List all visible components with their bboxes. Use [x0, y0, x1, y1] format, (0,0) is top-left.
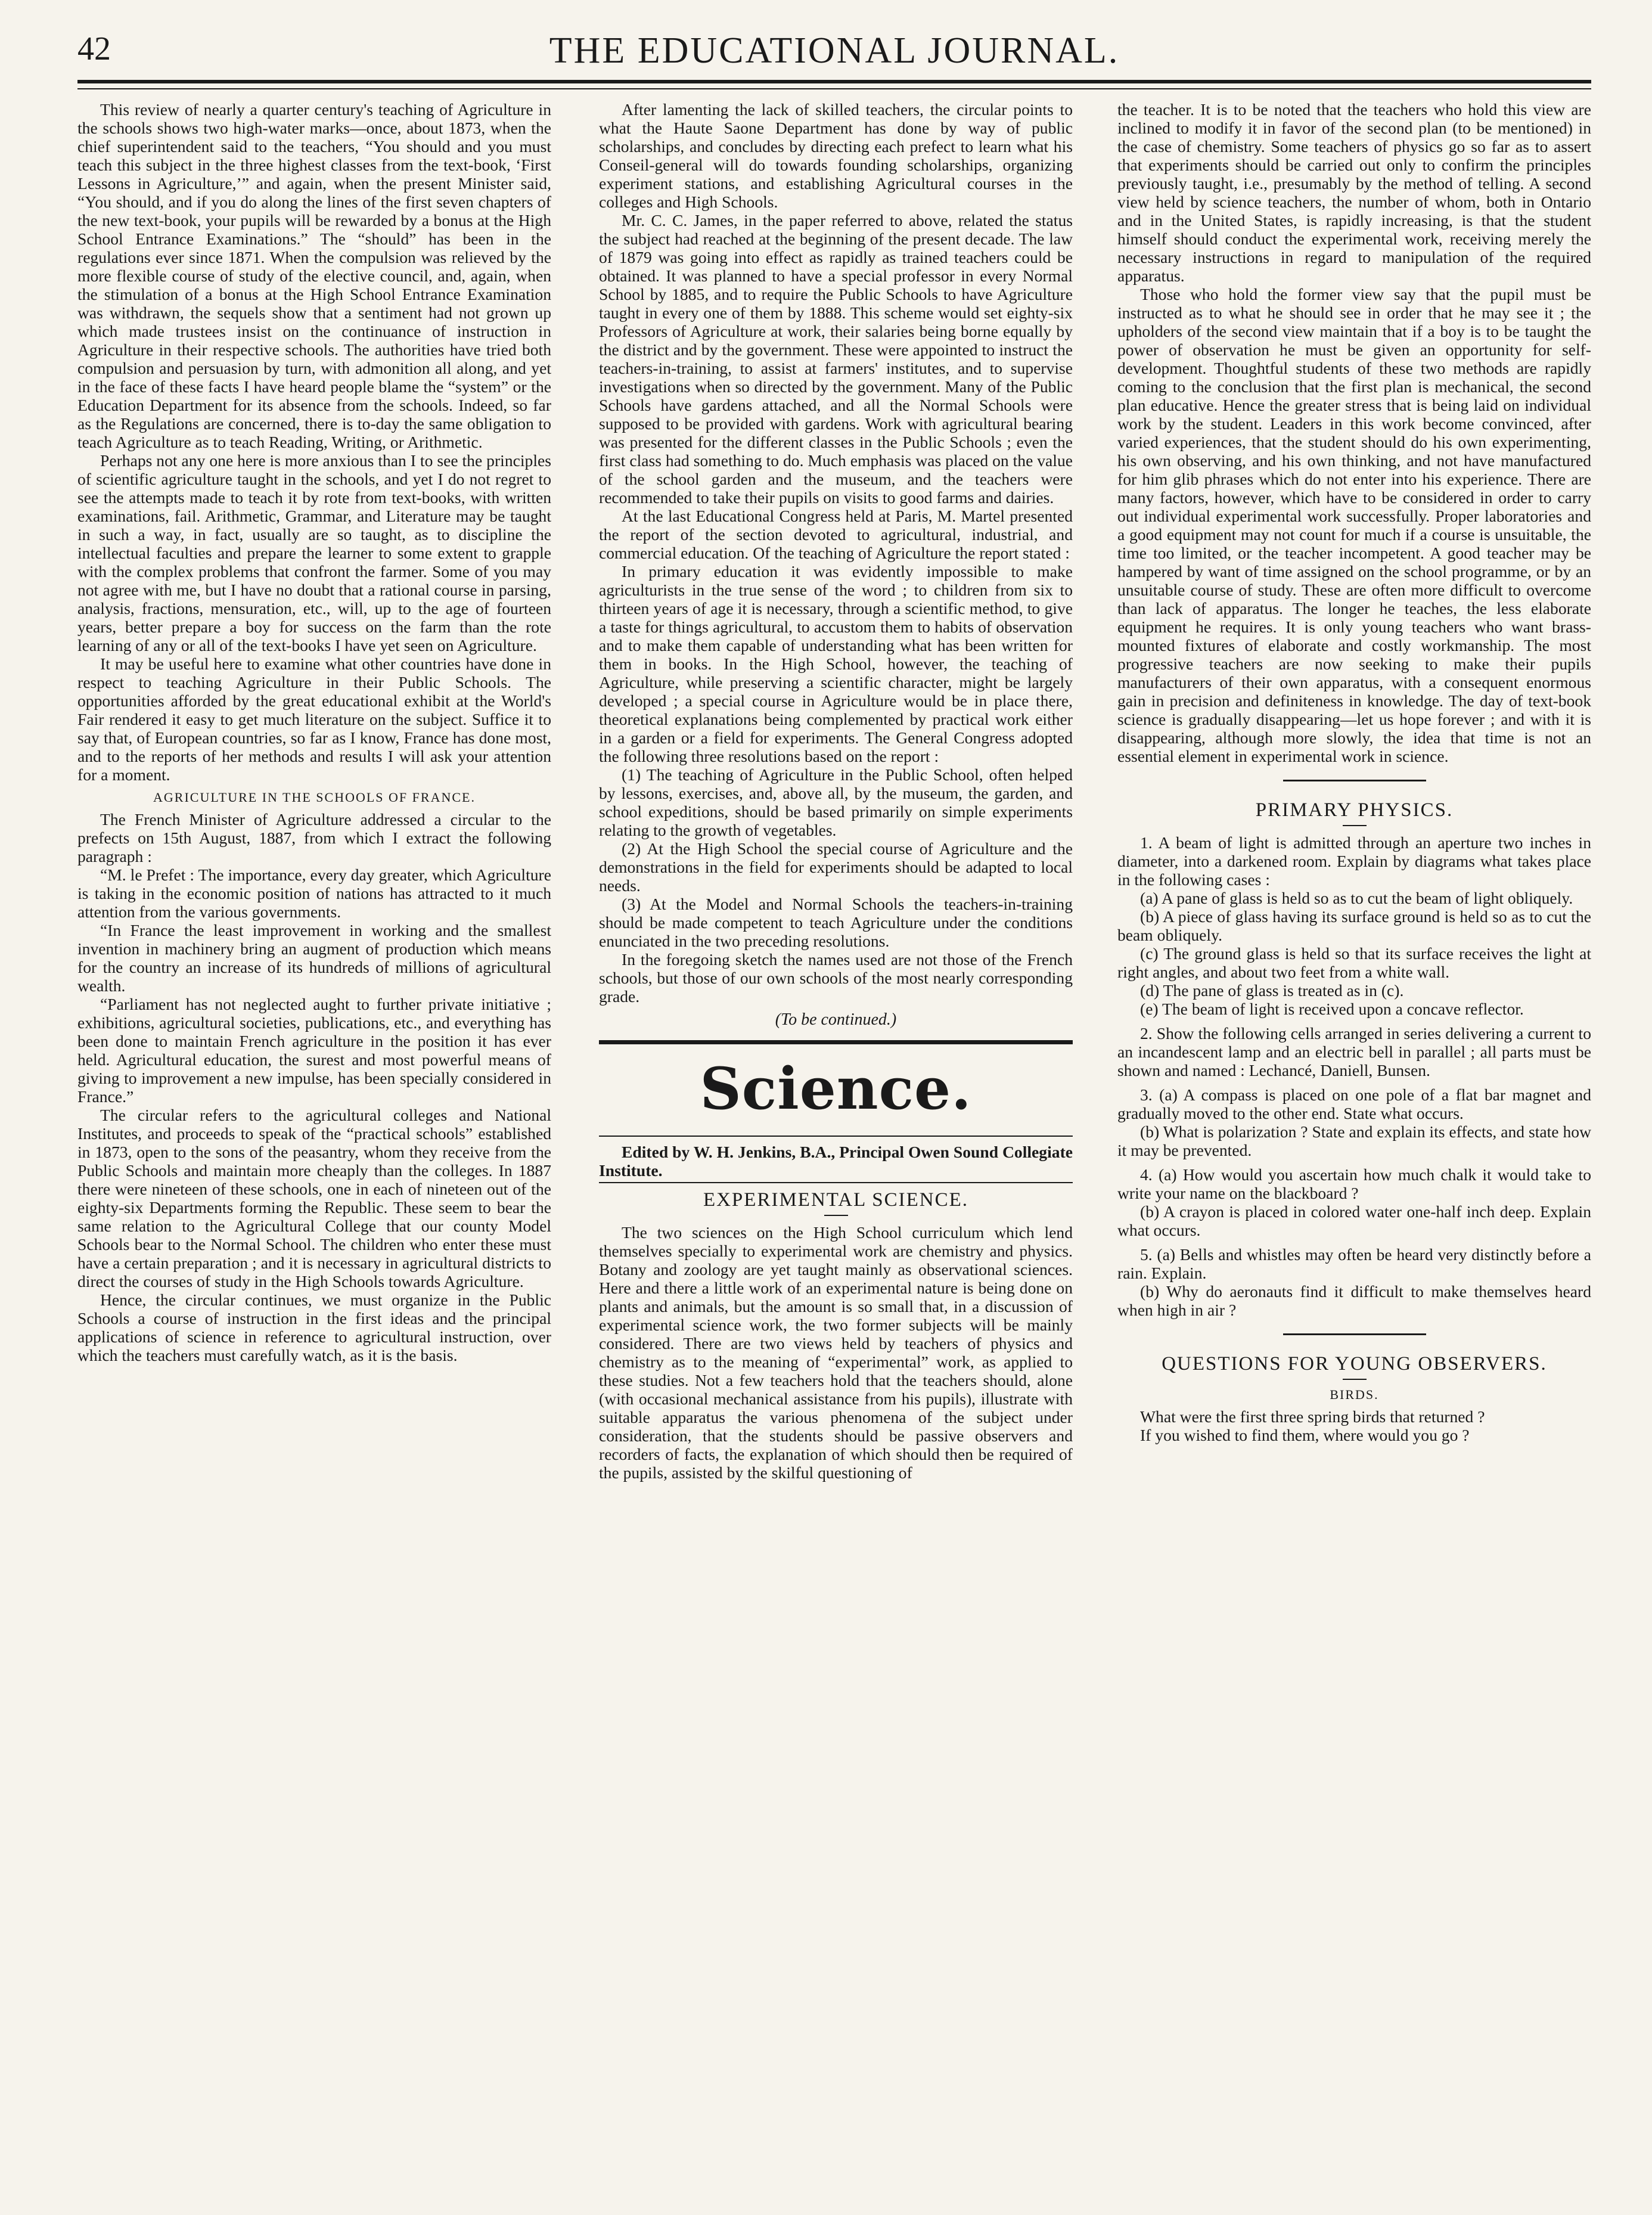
section-subheading: AGRICULTURE IN THE SCHOOLS OF FRANCE.: [153, 790, 476, 805]
question: 3. (a) A compass is placed on one pole of a flat bar magnet and gradually moved to the other end. State what occurs.: [1117, 1085, 1591, 1122]
column-middle: [599, 100, 1073, 2174]
paragraph: “Parliament has not neglected aught to further private initiative ; exhibitions, agricultural societies, publications, etc., and everything has been done to maintain French agriculture in the position it has ever held. Agricultural education, the surest and most powerful means of giving to improvement a new impulse, has been specially considered in France.”: [77, 995, 551, 1106]
question-part: (b) A piece of glass having its surface ground is held so as to cut the beam obliquely.: [1117, 907, 1591, 944]
paragraph: The circular refers to the agricultural colleges and National Institutes, and proceeds to speak of the “practical schools” established in 1873, open to the sons of the peasantry, whom they receive from the Public Schools and maintain more cheaply than the colleges. In 1887 there were nineteen of these schools, one in each of nineteen out of the eighty-six Departments forming the Republic. These seem to bear the same relation to the Agricultural College that our county Model Schools bear to the Normal School. The children who enter these must have a certain preparation ; and it is necessary in agricultural districts to direct the courses of study in the High Schools towards Agriculture.: [77, 1106, 551, 1290]
question: 4. (a) How would you ascertain how much chalk it would take to write your name on the blackboard ?: [1117, 1165, 1591, 1202]
paragraph: At the last Educational Congress held at Paris, M. Martel presented the report of the section devoted to agricultural, industrial, and commercial education. Of the teaching of Agriculture the report stated :: [599, 507, 1073, 562]
paragraph: Perhaps not any one here is more anxious than I to see the principles of scientific agriculture taught in the schools, and yet I do not regret to see the attempts made to teach it by rote from text-books, with written examinations, fail. Arithmetic, Grammar, and Literature may be taught in such a way, in fact, usually are so taught, as to discipline the intellectual faculties and prepare the learner to some extent to grapple with the complex problems that confront the farmer. Some of you may not agree with me, but I have no doubt that a rational course in parsing, analysis, fractions, mensuration, etc., will, up to the age of fourteen years, better prepare a boy for success on the farm than the rote learning of any or all of the text-books I have yet seen on Agriculture.: [77, 451, 551, 654]
paragraph: In primary education it was evidently impossible to make agriculturists in the true sense of the word ; to children from six to thirteen years of age it is necessary, through a scientific method, to give a taste for things agricultural, to accustom them to habits of observation and to make them capable of understanding what has been written for them in books. In the High School, however, the teaching of Agriculture, while preserving a scientific character, might be largely developed ; a special course in Agriculture would be in place there, theoretical explanations being complemented by practical work either in a garden or a field for experiments. The General Congress adopted the following three resolutions based on the report :: [599, 562, 1073, 765]
to-be-continued: (To be continued.): [775, 1010, 897, 1029]
heading-dash: [1343, 1379, 1367, 1380]
header-rule-thick: [77, 80, 1591, 83]
paragraph: Those who hold the former view say that the pupil must be instructed as to what he should see in order that he may see it ; the upholders of the second view maintain that if a boy is to be taught the power of observation he must be given an opportunity for self-development. Thoughtful students of these two methods are rapidly coming to the conclusion that the first plan is mechanical, the second plan educative. Hence the greater stress that is being laid on individual work by the student. Leaders in this work become convinced, after varied experiences, that the student should do his own experimenting, his own observing, and his own thinking, and not have manufactured for him glib phrases which do not enter into his experience. There are many factors, however, which have to be considered in order to carry out individual experimental work successfully. Proper laboratories and a good equipment may not count for much if a course is unsuitable, the time too limited, or the teacher incompetent. A good teacher may be hampered by want of time assigned on the school programme, or by an unsuitable course of study. These are often more difficult to overcome than lack of apparatus. The longer he teaches, the less elaborate equipment he requires. It is only young teachers who want brass-mounted fixtures of elaborate and costly workmanship. The most progressive teachers are now seeking to make their pupils manufacturers of their own apparatus, with a consequent enormous gain in precision and definiteness in knowledge. The day of text-book science is gradually disappearing—let us hope forever ; and with it is disappearing, although more slowly, the idea that time is not an essential element in experimental work in science.: [1117, 285, 1591, 765]
column-right: [1117, 100, 1591, 2174]
column-left: [77, 100, 551, 2174]
editor-note: Edited by W. H. Jenkins, B.A., Principal Owen Sound Collegiate Institute.: [599, 1143, 1073, 1180]
primary-physics-heading: PRIMARY PHYSICS.: [1255, 799, 1454, 821]
paragraph: The two sciences on the High School curriculum which lend themselves specially to experimental work are chemistry and physics. Botany and zoology are yet taught mainly as observational sciences. Here and there a little work of an experimental nature is being done on plants and animals, but the amount is so small that, in a discussion of experimental science work, the two former subjects will be mainly considered. There are two views held by teachers of physics and chemistry as to the meaning of “experimental” work, as applied to these studies. Not a few teachers hold that the teachers should, alone (with occasional mechanical assistance from his pupils), illustrate with suitable apparatus the various phenomena of the subject under consideration, that the students should be passive observers and recorders of facts, the explanation of which should then be required of the pupils, assisted by the skilful questioning of: [599, 1223, 1073, 1482]
question-part: (d) The pane of glass is treated as in (c).: [1140, 981, 1404, 1000]
paragraph: It may be useful here to examine what other countries have done in respect to teaching Agriculture in their Public Schools. The opportunities afforded by the great educational exhibit at the World's Fair rendered it easy to get much literature on the subject. Suffice it to say that, of European countries, so far as I know, France has done most, and to the reports of her methods and results I will ask your attention for a moment.: [77, 654, 551, 784]
question-part: (b) A crayon is placed in colored water one-half inch deep. Explain what occurs.: [1117, 1202, 1591, 1239]
paragraph: This review of nearly a quarter century's teaching of Agriculture in the schools shows two high-water marks—once, about 1873, when the chief superintendent said to the teachers, “You should and you must teach this subject in the three highest classes from the text-book, ‘First Lessons in Agriculture,’” and again, when the present Minister said, “You should, and if you do along the lines of the first seven chapters of the new text-book, your pupils will be rewarded by a bonus at the High School Entrance Examinations.” The “should” has been in the regulations ever since 1871. When the compulsion was relieved by the more flexible course of study of the elective council, and, again, when the stimulation of a bonus at the High School Entrance Examination was withdrawn, the sequels show that a sentiment had not grown up which made trustees insist on the continuance of instruction in Agriculture in their respective schools. The authorities have tried both compulsion and persuasion by turn, with admonition all along, and yet in the face of these facts I have heard people blame the “system” or the Education Department for its absence from the schools. Indeed, so far as the Regulations are concerned, there is to-day the same obligation to teach Agriculture as to teach Reading, Writing, or Arithmetic.: [77, 100, 551, 451]
paragraph: “M. le Prefet : The importance, every day greater, which Agriculture is taking in the economic position of nations has attracted to it much attention from the various governments.: [77, 865, 551, 921]
divider: [599, 1182, 1073, 1183]
heading-dash: [824, 1215, 848, 1216]
question: 2. Show the following cells arranged in series delivering a current to an incandescent lamp and an electric bell in parallel ; all parts must be shown and named : Lechancé, Daniell, Bunsen.: [1117, 1024, 1591, 1079]
divider: [599, 1136, 1073, 1137]
journal-title: THE EDUCATIONAL JOURNAL.: [549, 30, 1120, 71]
paragraph: the teacher. It is to be noted that the teachers who hold this view are inclined to modify it in favor of the second plan (to be mentioned) in the case of chemistry. Some teachers of physics go so far as to assert that experiments should be carried out only to confirm the principles previously taught, i.e., presumably by the method of telling. A second view held by science teachers, the number of whom, both in Ontario and in the United States, is rapidly increasing, is that the student himself should conduct the experimental work, receiving merely the necessary instructions in regard to manipulation of the required apparatus.: [1117, 100, 1591, 285]
paragraph: (1) The teaching of Agriculture in the Public School, often helped by lessons, exercises, and, above all, by the museum, the garden, and school expeditions, should be based primarily on simple experiments relating to the growth of vegetables.: [599, 765, 1073, 839]
paragraph: The French Minister of Agriculture addressed a circular to the prefects on 15th August, 1887, from which I extract the following paragraph :: [77, 810, 551, 865]
question-part: (c) The ground glass is held so that its surface receives the light at right angles, and about two feet from a white wall.: [1117, 944, 1591, 981]
question-part: (b) What is polarization ? State and explain its effects, and state how it may be prevented.: [1117, 1122, 1591, 1159]
divider: [1283, 780, 1426, 781]
question-part: (b) Why do aeronauts find it difficult to make themselves heard when high in air ?: [1117, 1282, 1591, 1319]
young-observers-heading: QUESTIONS FOR YOUNG OBSERVERS.: [1162, 1353, 1547, 1375]
paragraph: In the foregoing sketch the names used are not those of the French schools, but those of our own schools of the most nearly corresponding grade.: [599, 950, 1073, 1006]
paragraph: Hence, the circular continues, we must organize in the Public Schools a course of instruction in the first ideas and the principal applications of science in reference to agricultural instruction, over which the teachers must carefully watch, as it is the basis.: [77, 1290, 551, 1364]
question: 5. (a) Bells and whistles may often be heard very distinctly before a rain. Explain.: [1117, 1245, 1591, 1282]
paragraph: After lamenting the lack of skilled teachers, the circular points to what the Haute Saone Department has done by way of public scholarships, and concludes by directing each prefect to learn what his Conseil-general will do towards founding scholarships, organizing experiment stations, and establishing Agricultural courses in the colleges and High Schools.: [599, 100, 1073, 211]
birds-subheading: BIRDS.: [1330, 1387, 1379, 1402]
question: 1. A beam of light is admitted through an aperture two inches in diameter, into a darkened room. Explain by diagrams what takes place in the following cases :: [1117, 833, 1591, 889]
question-part: (a) A pane of glass is held so as to cut the beam of light obliquely.: [1140, 889, 1573, 907]
paragraph: Mr. C. C. James, in the paper referred to above, related the status the subject had reached at the beginning of the present decade. The law of 1879 was going into effect as rapidly as trained teachers could be obtained. It was planned to have a special professor in every Normal School by 1885, and to require the Public Schools to have Agriculture taught in every one of them by 1888. This scheme would set eighty-six Professors of Agriculture at work, their salaries being borne equally by the district and by the government. These were appointed to instruct the teachers-in-training, to assist at farmers' institutes, and to supervise investigations when so directed by the government. Many of the Public Schools have gardens attached, and all the Normal Schools were supposed to be provided with gardens. Work with agricultural bearing was presented for the different classes in the Public Schools ; even the first class had something to do. Much emphasis was placed on the value of the school garden and the museum, and the teachers were recommended to take their pupils on visits to good farms and dairies.: [599, 211, 1073, 507]
question: If you wished to find them, where would you go ?: [1140, 1426, 1470, 1444]
science-title: Science.: [700, 1055, 972, 1122]
experimental-science-heading: EXPERIMENTAL SCIENCE.: [703, 1189, 969, 1211]
section-divider: [599, 1040, 1073, 1044]
divider: [1283, 1333, 1426, 1335]
header-rule-thin: [77, 88, 1591, 89]
page-header: [77, 24, 1591, 77]
question: What were the first three spring birds that returned ?: [1140, 1407, 1485, 1426]
paragraph: “In France the least improvement in working and the smallest invention in machinery bring an augment of production which means for the country an increase of its hundreds of millions of agricultural wealth.: [77, 921, 551, 995]
paragraph: (3) At the Model and Normal Schools the teachers-in-training should be made competent to teach Agriculture under the conditions enunciated in the two preceding resolutions.: [599, 895, 1073, 950]
paragraph: (2) At the High School the special course of Agriculture and the demonstrations in the field for experiments should be adapted to local needs.: [599, 839, 1073, 895]
page-number: 42: [77, 30, 111, 67]
heading-dash: [1343, 825, 1367, 826]
question-part: (e) The beam of light is received upon a concave reflector.: [1140, 1000, 1524, 1018]
